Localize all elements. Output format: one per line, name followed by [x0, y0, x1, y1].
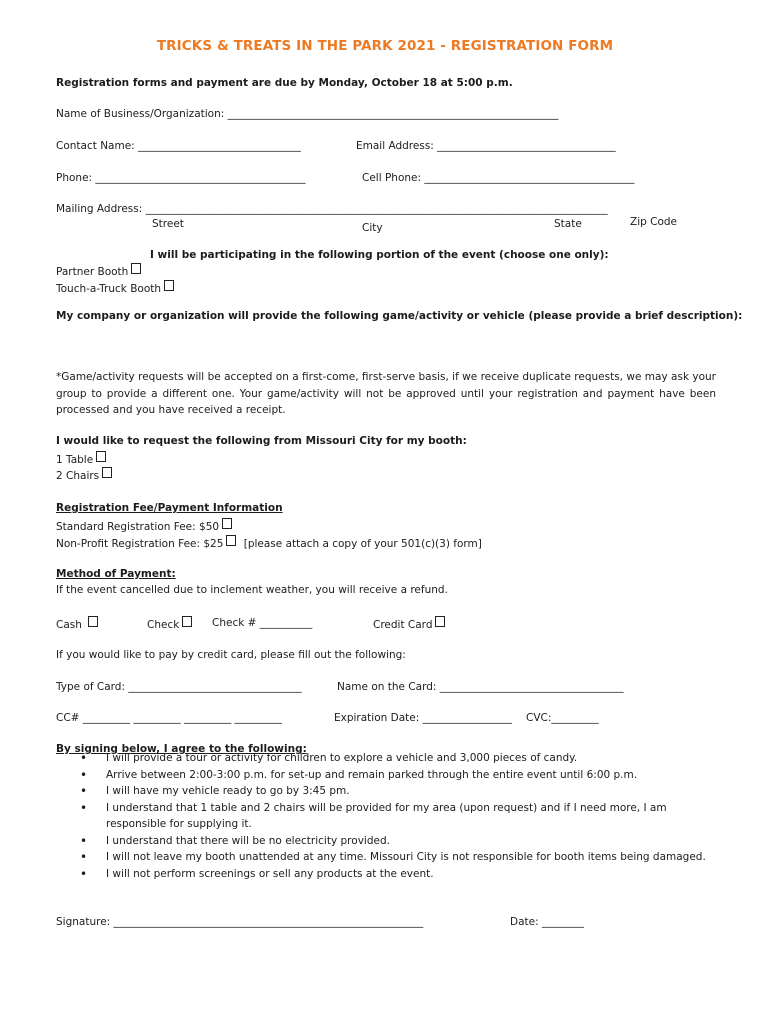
participation-heading: I will be participating in the following portion of the event (choose one only): [150, 249, 609, 261]
cc-number-field[interactable]: CC# _________ _________ _________ _________ [56, 712, 282, 724]
name-on-card-field[interactable]: Name on the Card: ___________________________________ [337, 681, 624, 693]
cash-option[interactable] [56, 616, 98, 631]
touch-a-truck-label: Touch-a-Truck Booth [56, 283, 162, 295]
chairs-option[interactable] [56, 467, 112, 482]
signature-field[interactable]: Signature: ___________________________________________________________ [56, 916, 424, 928]
expiration-date-field[interactable]: Expiration Date: _________________ [334, 712, 512, 724]
form-title: TRICKS & TREATS IN THE PARK 2021 - REGISTRATION FORM [156, 38, 614, 54]
agreement-item: • I will not leave my booth unattended at any time. Missouri City is not responsible for booth items being damaged. [80, 849, 720, 866]
partner-booth-option[interactable] [56, 263, 141, 278]
standard-fee-checkbox[interactable] [222, 518, 232, 529]
refund-note: If the event cancelled due to inclement weather, you will receive a refund. [56, 584, 448, 596]
check-option[interactable] [147, 616, 192, 631]
activity-heading: My company or organization will provide the following game/activity or vehicle (please provide a brief description): [56, 310, 743, 322]
agreement-item: • I understand that there will be no electricity provided. [80, 833, 720, 850]
touch-a-truck-option[interactable] [56, 280, 174, 295]
agreement-item: • I will provide a tour or activity for children to explore a vehicle and 3,000 pieces of candy. [80, 750, 720, 767]
agreement-item: • I understand that 1 table and 2 chairs will be provided for my area (upon request) and if I need more, I am responsible for supplying it. [80, 800, 720, 833]
date-field[interactable]: Date: ________ [510, 916, 584, 928]
cvc-field[interactable]: CVC:_________ [526, 712, 599, 724]
partner-booth-checkbox[interactable] [131, 263, 141, 274]
mailing-address-field[interactable]: Mailing Address: ________________________________________________________________________________________ [56, 203, 608, 215]
business-name-field[interactable]: Name of Business/Organization: _______________________________________________________________ [56, 108, 559, 120]
touch-a-truck-checkbox[interactable] [164, 280, 174, 291]
email-field[interactable]: Email Address: __________________________________ [356, 140, 616, 152]
partner-booth-label: Partner Booth [56, 266, 129, 278]
agreement-item: • I will not perform screenings or sell any products at the event. [80, 866, 720, 883]
table-label: 1 Table [56, 454, 94, 466]
check-label: Check [147, 619, 180, 631]
agreement-heading: By signing below, I agree to the following: [56, 743, 307, 755]
credit-card-intro: If you would like to pay by credit card, please fill out the following: [56, 649, 406, 661]
phone-field[interactable]: Phone: ________________________________________ [56, 172, 306, 184]
table-checkbox[interactable] [96, 451, 106, 462]
agreement-item: • I will have my vehicle ready to go by 3:45 pm. [80, 783, 720, 800]
zip-code-label: Zip Code [630, 216, 677, 228]
chairs-checkbox[interactable] [102, 467, 112, 478]
agreement-list [80, 750, 720, 882]
cash-label: Cash [56, 619, 82, 631]
nonprofit-fee-option[interactable] [56, 535, 482, 550]
nonprofit-fee-label: Non-Profit Registration Fee: $25 [56, 538, 224, 550]
contact-name-field[interactable]: Contact Name: _______________________________ [56, 140, 301, 152]
due-notice: Registration forms and payment are due by Monday, October 18 at 5:00 p.m. [56, 77, 513, 89]
fee-heading: Registration Fee/Payment Information [56, 502, 283, 514]
cash-checkbox[interactable] [88, 616, 98, 627]
agreement-item: • Arrive between 2:00-3:00 p.m. for set-up and remain parked through the entire event until 6:00 p.m. [80, 767, 720, 784]
standard-fee-option[interactable] [56, 518, 232, 533]
credit-card-label: Credit Card [373, 619, 433, 631]
check-number-field[interactable]: Check # __________ [212, 617, 313, 629]
card-type-field[interactable]: Type of Card: _________________________________ [56, 681, 302, 693]
chairs-label: 2 Chairs [56, 470, 100, 482]
state-label: State [554, 218, 582, 230]
check-checkbox[interactable] [182, 616, 192, 627]
city-label: City [362, 222, 383, 234]
booth-request-heading: I would like to request the following from Missouri City for my booth: [56, 435, 467, 447]
payment-method-heading: Method of Payment: [56, 568, 176, 580]
activity-note: *Game/activity requests will be accepted on a first-come, first-serve basis, if we receive duplicate requests, we may ask your group to provide a different one. Your game/activity will not be approved until your registration and payment have been processed and you have received a receipt. [56, 371, 716, 416]
street-label: Street [152, 218, 184, 230]
credit-card-checkbox[interactable] [435, 616, 445, 627]
cell-phone-field[interactable]: Cell Phone: ________________________________________ [362, 172, 635, 184]
nonprofit-fee-checkbox[interactable] [226, 535, 236, 546]
table-option[interactable] [56, 451, 106, 466]
nonprofit-fee-note: [please attach a copy of your 501(c)(3) form] [243, 538, 482, 550]
standard-fee-label: Standard Registration Fee: $50 [56, 521, 220, 533]
credit-card-option[interactable] [373, 616, 445, 631]
